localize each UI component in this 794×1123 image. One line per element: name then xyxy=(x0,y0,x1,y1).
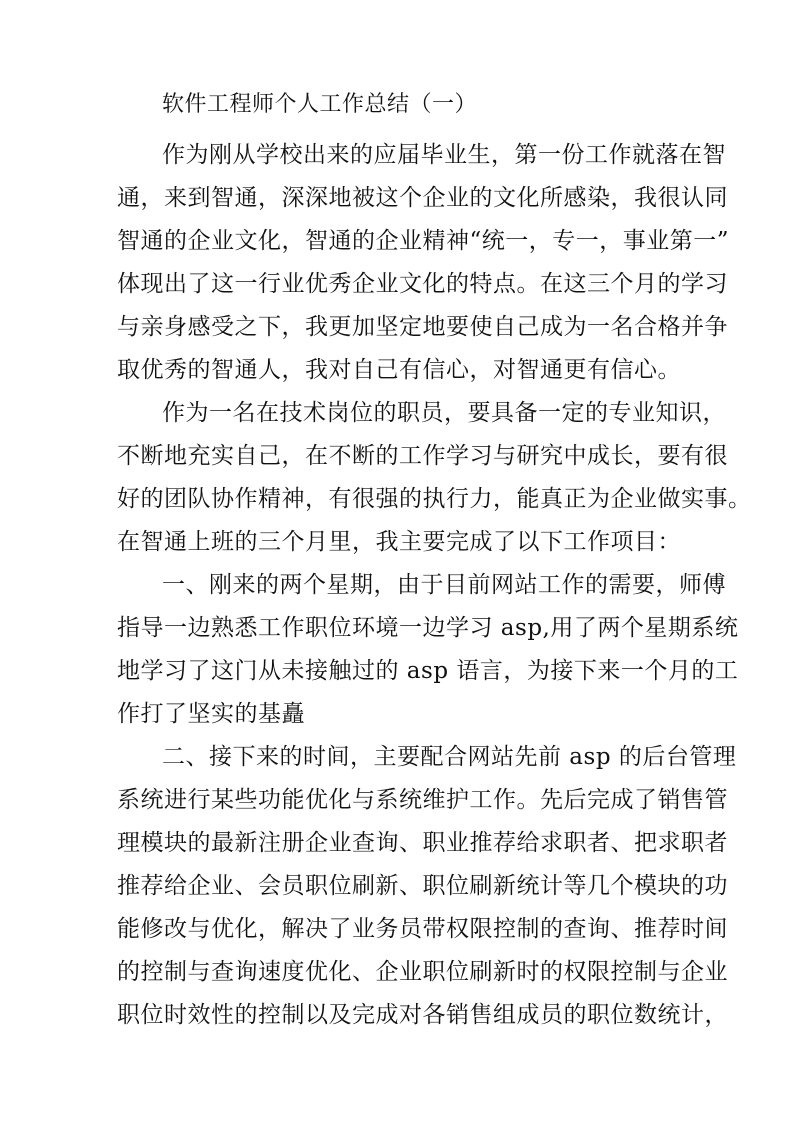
paragraph-1-line-5: 与亲身感受之下，我更加坚定地要使自己成为一名合格并争 xyxy=(117,314,728,340)
paragraph-3-line-3: 地学习了这门从未接触过的 asp 语言，为接下来一个月的工 xyxy=(117,658,739,684)
paragraph-3-line-4: 作打了坚实的基矗 xyxy=(117,701,305,727)
paragraph-4-line-5: 能修改与优化，解决了业务员带权限控制的查询、推荐时间 xyxy=(117,916,728,942)
paragraph-2-line-3: 好的团队协作精神，有很强的执行力，能真正为企业做实事。 xyxy=(117,486,752,512)
paragraph-1-line-4: 体现出了这一行业优秀企业文化的特点。在这三个月的学习 xyxy=(117,271,728,297)
paragraph-2-line-4: 在智通上班的三个月里，我主要完成了以下工作项目： xyxy=(117,529,681,555)
paragraph-4-line-2: 系统进行某些功能优化与系统维护工作。先后完成了销售管 xyxy=(117,787,728,813)
paragraph-3-line-2: 指导一边熟悉工作职位环境一边学习 asp,用了两个星期系统 xyxy=(117,615,739,641)
paragraph-4-line-1: 二、接下来的时间，主要配合网站先前 asp 的后台管理 xyxy=(162,744,737,770)
paragraph-1-line-2: 通，来到智通，深深地被这个企业的文化所感染，我很认同 xyxy=(117,185,728,211)
paragraph-4-line-7: 职位时效性的控制以及完成对各销售组成员的职位数统计， xyxy=(117,1002,728,1028)
paragraph-1-line-6: 取优秀的智通人，我对自己有信心，对智通更有信心。 xyxy=(117,357,681,383)
paragraph-1-line-3: 智通的企业文化，智通的企业精神“统一，专一，事业第一” xyxy=(117,228,730,254)
paragraph-4-line-4: 推荐给企业、会员职位刷新、职位刷新统计等几个模块的功 xyxy=(117,873,728,899)
document-title: 软件工程师个人工作总结（一） xyxy=(162,92,478,117)
paragraph-3-line-1: 一、刚来的两个星期，由于目前网站工作的需要，师傅 xyxy=(162,572,726,598)
paragraph-4-line-3: 理模块的最新注册企业查询、职业推荐给求职者、把求职者 xyxy=(117,830,728,856)
paragraph-2-line-1: 作为一名在技术岗位的职员，要具备一定的专业知识， xyxy=(162,400,726,426)
paragraph-2-line-2: 不断地充实自己，在不断的工作学习与研究中成长，要有很 xyxy=(117,443,728,469)
paragraph-1-line-1: 作为刚从学校出来的应届毕业生，第一份工作就落在智 xyxy=(162,142,726,168)
paragraph-4-line-6: 的控制与查询速度优化、企业职位刷新时的权限控制与企业 xyxy=(117,959,728,985)
